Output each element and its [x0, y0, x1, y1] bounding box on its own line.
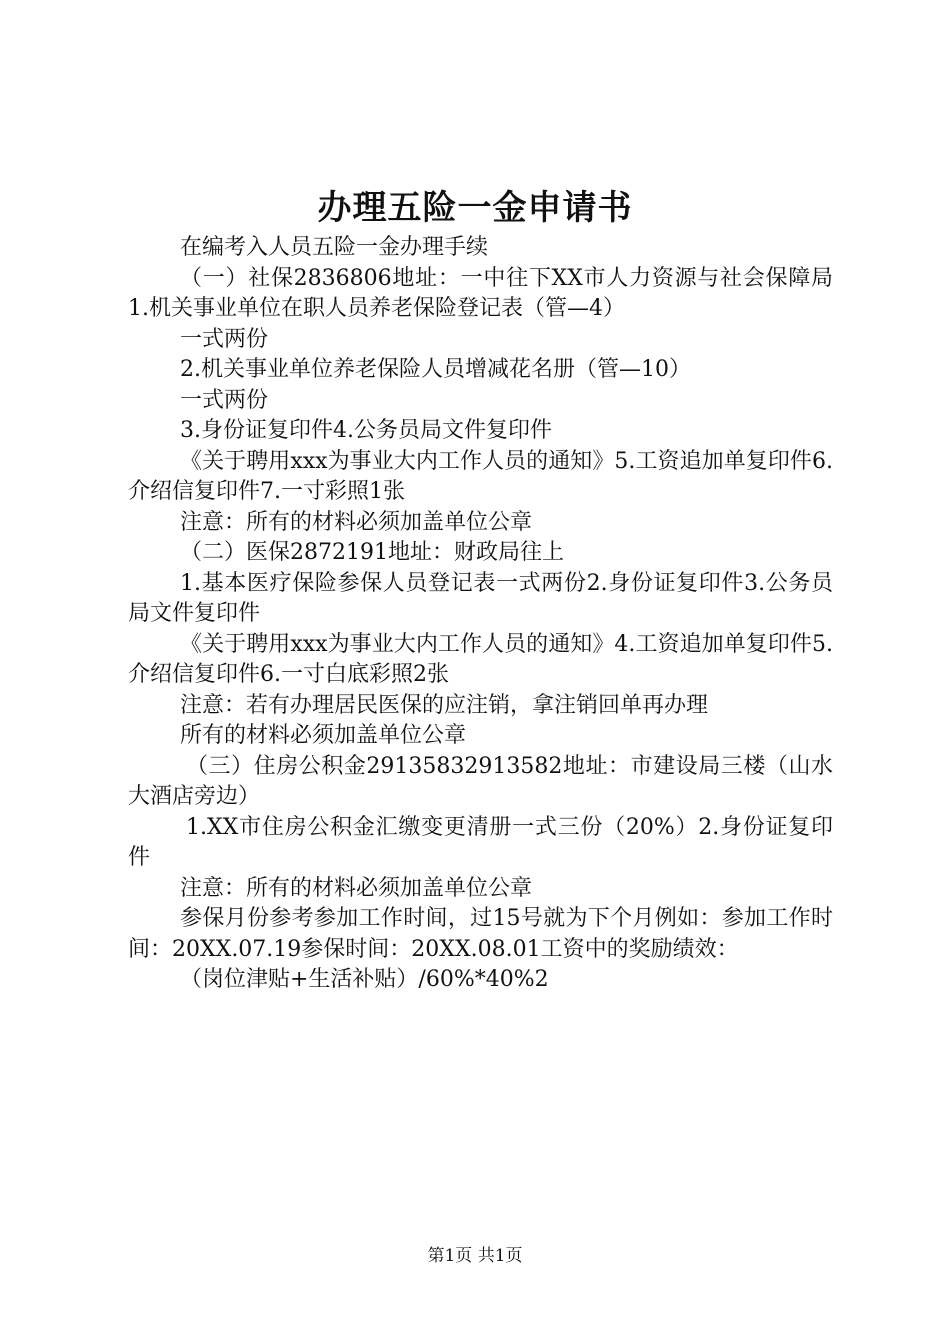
document-body	[128, 233, 833, 996]
paragraph-note-2: 注意：若有办理居民医保的应注销，拿注销回单再办理	[180, 692, 709, 718]
paragraph-roster: 2.机关事业单位养老保险人员增减花名册（管—10）	[180, 357, 691, 382]
paragraph-notice-2: 《关于聘用xxx为事业大内工作人员的通知》4.工资追加单复印件5.介绍信复印件6.一寸白底彩照2张	[128, 631, 833, 687]
paragraph-housing-list: 1.XX市住房公积金汇缴变更清册一式三份（20%）2.身份证复印件	[128, 814, 833, 870]
paragraph-housing-fund: （三）住房公积金29135832913582地址：市建设局三楼（山水大酒店旁边）	[128, 753, 833, 809]
paragraph-notice-1: 《关于聘用xxx为事业大内工作人员的通知》5.工资追加单复印件6.介绍信复印件7.一寸彩照1张	[128, 448, 833, 504]
paragraph-note-3: 所有的材料必须加盖单位公章	[180, 723, 467, 748]
paragraph-enrollment-month: 参保月份参考参加工作时间，过15号就为下个月例如：参加工作时间：20XX.07.19参保时间：20XX.08.01工资中的奖励绩效：	[128, 906, 833, 962]
paragraph-id-copy: 3.身份证复印件4.公务员局文件复印件	[180, 418, 552, 443]
paragraph-copies-2: 一式两份	[180, 387, 269, 413]
paragraph-note-4: 注意：所有的材料必须加盖单位公章	[180, 875, 533, 901]
paragraph-intro: 在编考入人员五险一金办理手续	[180, 235, 489, 260]
paragraph-social-insurance: （一）社保2836806地址：一中往下XX市人力资源与社会保障局1.机关事业单位在职人员养老保险登记表（管—4）	[128, 265, 833, 321]
paragraph-copies-1: 一式两份	[180, 326, 269, 352]
page-number: 第1页 共1页	[427, 1246, 523, 1266]
paragraph-formula: （岗位津贴+生活补贴）/60%*40%2	[180, 967, 549, 992]
paragraph-note-1: 注意：所有的材料必须加盖单位公章	[180, 509, 533, 535]
page-title: 办理五险一金申请书	[317, 188, 633, 228]
paragraph-medical-list: 1.基本医疗保险参保人员登记表一式两份2.身份证复印件3.公务员局文件复印件	[128, 570, 833, 626]
paragraph-medical-insurance: （二）医保2872191地址：财政局往上	[180, 540, 564, 565]
